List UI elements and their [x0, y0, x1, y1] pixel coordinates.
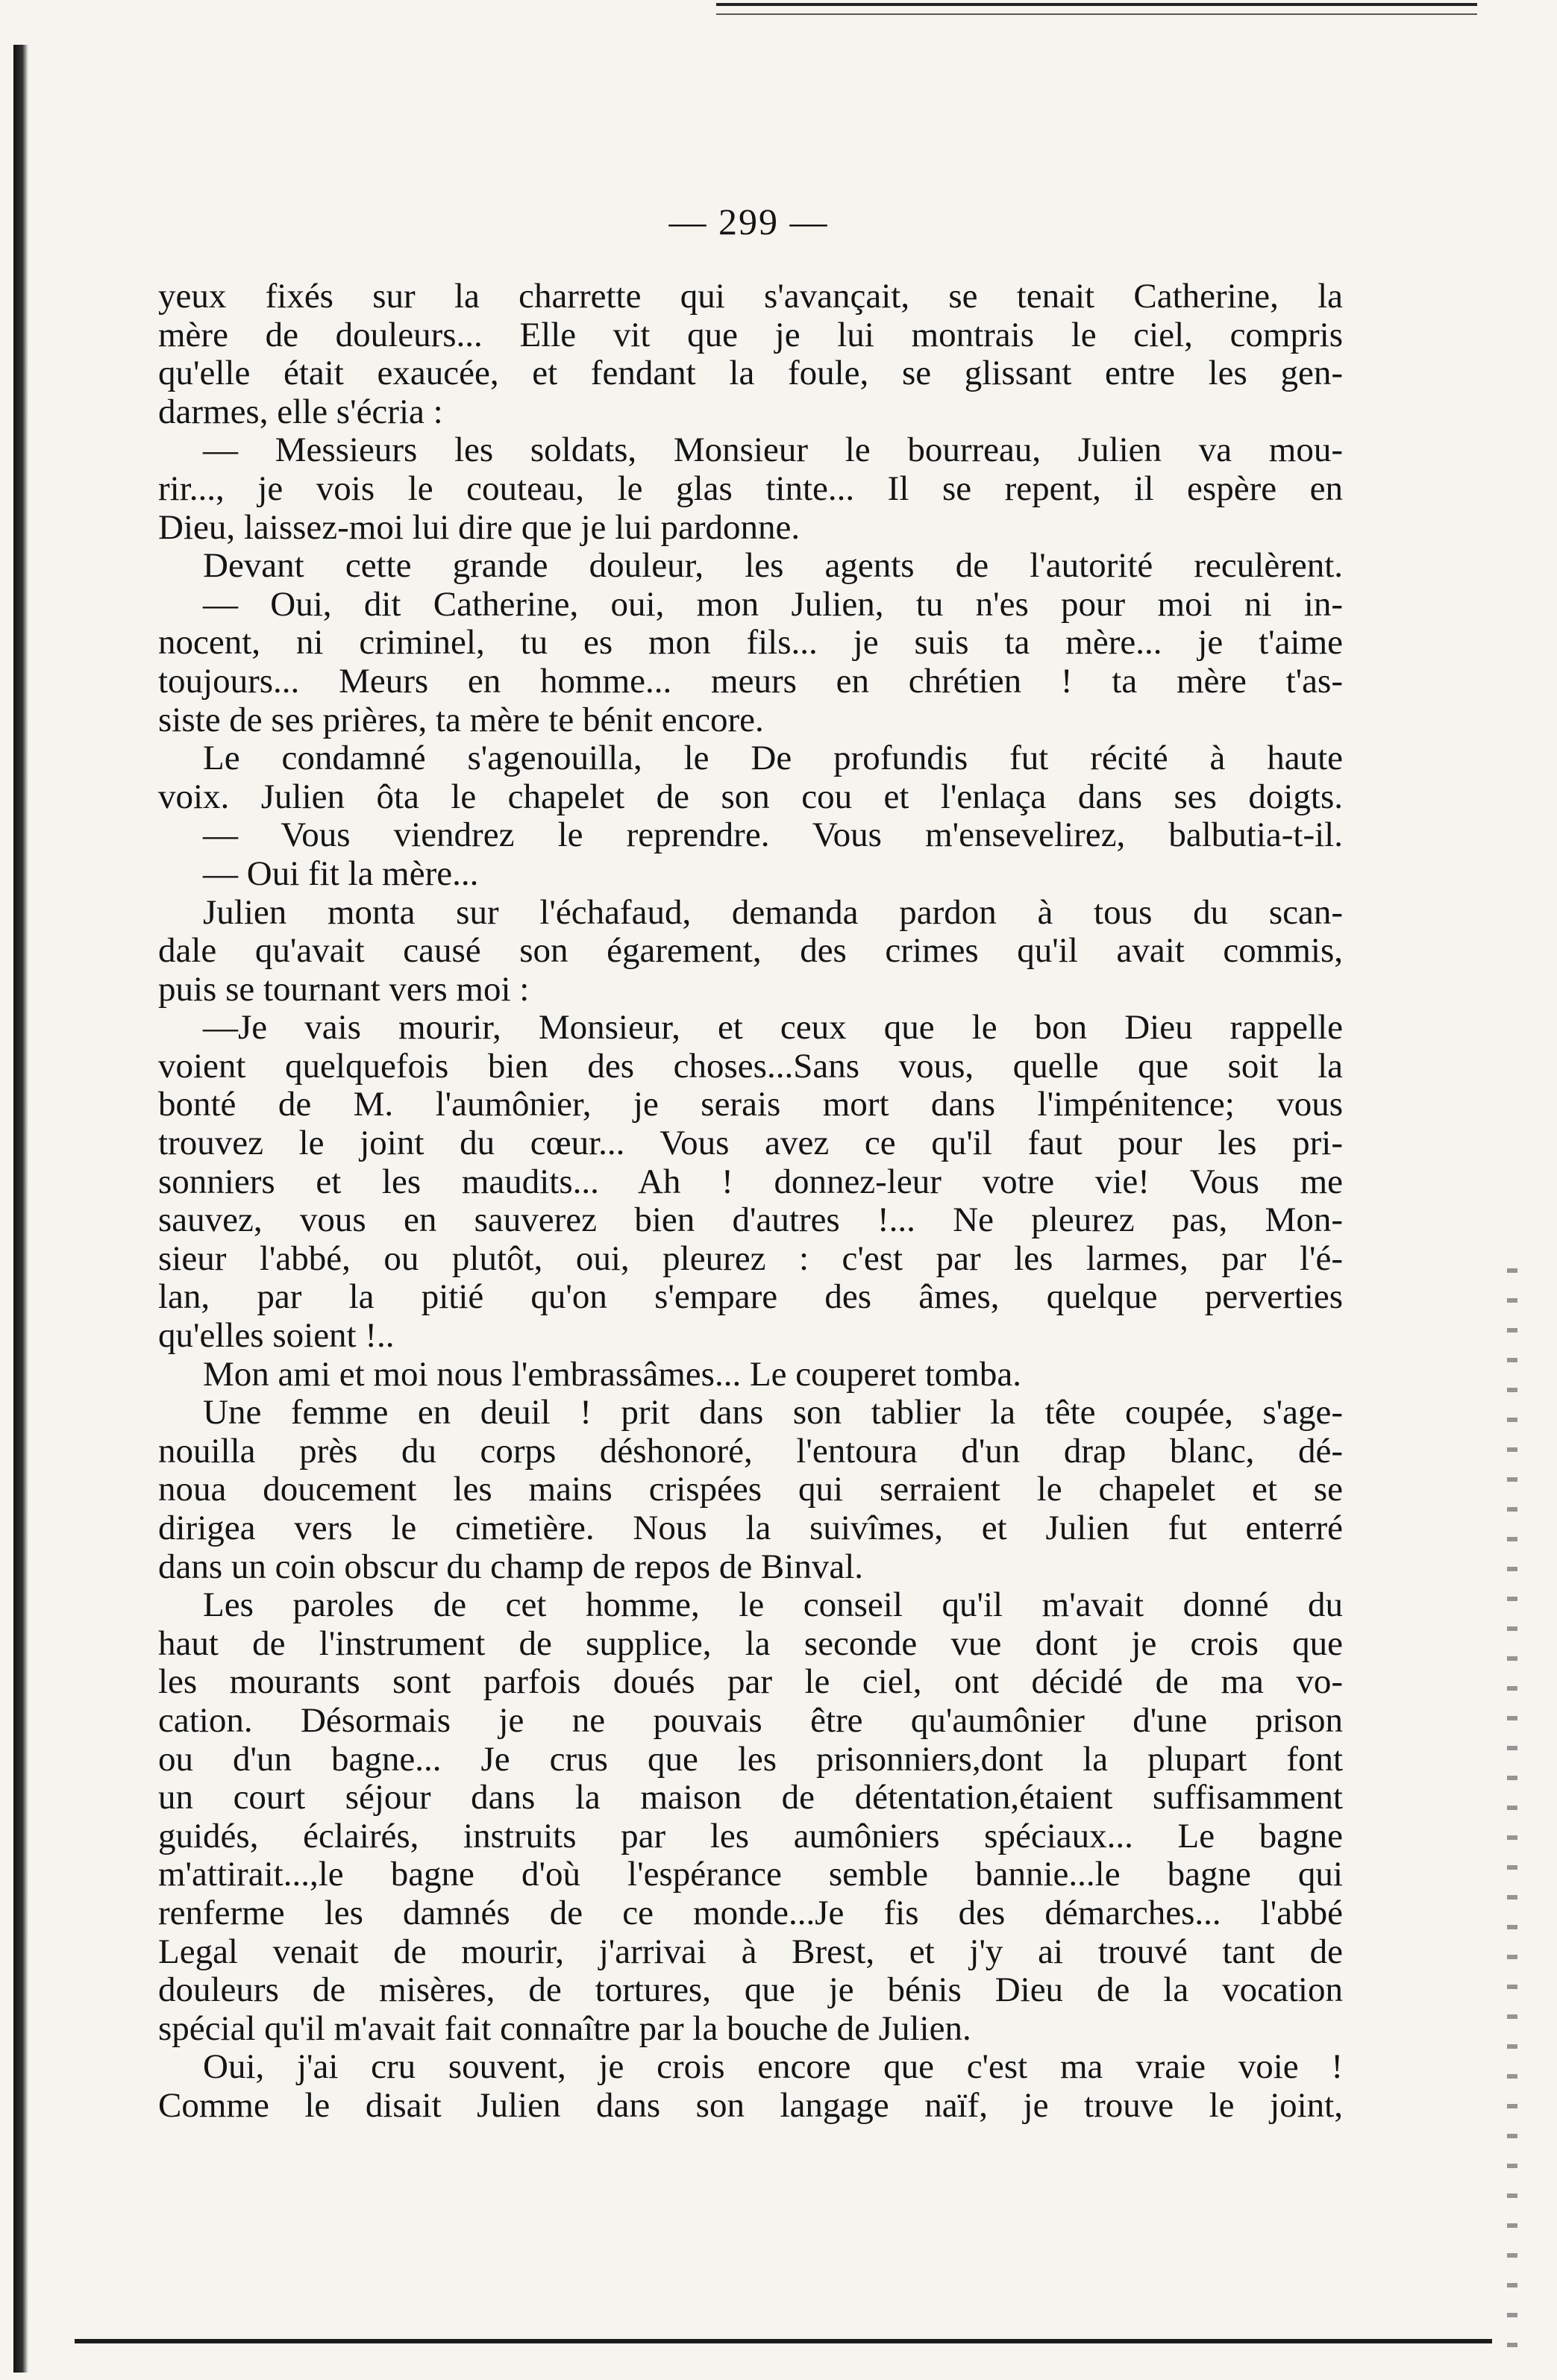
text-line: puis se tournant vers moi :: [158, 969, 530, 1009]
text-line: un court séjour dans la maison de détentation,étaient suffisamment: [158, 1778, 1343, 1817]
text-line: dirigea vers le cimetière. Nous la suivîmes, et Julien fut enterré: [158, 1509, 1343, 1547]
text-line: Oui, j'ai cru souvent, je crois encore que c'est ma vraie voie !: [203, 2047, 1343, 2087]
text-line: sieur l'abbé, ou plutôt, oui, pleurez : c'est par les larmes, par l'é-: [158, 1238, 1343, 1278]
text-line: yeux fixés sur la charrette qui s'avançait, se tenait Catherine, la: [158, 277, 1343, 316]
text-line: Comme le disait Julien dans son langage naïf, je trouve le joint,: [158, 2085, 1343, 2125]
text-line: trouvez le joint du cœur... Vous avez ce qu'il faut pour les pri-: [158, 1124, 1343, 1163]
text-line: Le condamné s'agenouilla, le De profundis fut récité à haute: [203, 739, 1343, 778]
text-line: sauvez, vous en sauverez bien d'autres !... Ne pleurez pas, Mon-: [158, 1200, 1343, 1240]
text-line: m'attirait...,le bagne d'où l'espérance semble bannie...le bagne qui: [158, 1855, 1343, 1894]
text-line: rir..., je vois le couteau, le glas tinte... Il se repent, il espère en: [158, 469, 1343, 508]
text-line: Julien monta sur l'échafaud, demanda pardon à tous du scan-: [203, 892, 1343, 932]
text-line: siste de ses prières, ta mère te bénit encore.: [158, 700, 764, 739]
text-line: darmes, elle s'écria :: [158, 392, 443, 431]
text-line: haut de l'instrument de supplice, la seconde vue dont je crois que: [158, 1623, 1343, 1663]
text-line: Mon ami et moi nous l'embrassâmes... Le couperet tomba.: [203, 1354, 1022, 1394]
text-line: Les paroles de cet homme, le conseil qu'il m'avait donné du: [203, 1585, 1343, 1625]
text-line: renferme les damnés de ce monde...Je fis des démarches... l'abbé: [158, 1893, 1343, 1932]
text-line: spécial qu'il m'avait fait connaître par la bouche de Julien.: [158, 2008, 971, 2048]
text-line: — Messieurs les soldats, Monsieur le bourreau, Julien va mou-: [203, 430, 1343, 470]
text-line: dans un coin obscur du champ de repos de Binval.: [158, 1547, 864, 1586]
text-line: Dieu, laissez-moi lui dire que je lui pardonne.: [158, 507, 801, 547]
text-line: bonté de M. l'aumônier, je serais mort dans l'impénitence; vous: [158, 1085, 1343, 1124]
scan-edge-bottom: [75, 2339, 1492, 2343]
text-line: — Oui fit la mère...: [203, 854, 479, 893]
text-line: voix. Julien ôta le chapelet de son cou et l'enlaça dans ses doigts.: [158, 777, 1343, 816]
text-line: noua doucement les mains crispées qui serraient le chapelet et se: [158, 1470, 1343, 1509]
text-line: guidés, éclairés, instruits par les aumôniers spéciaux... Le bagne: [158, 1816, 1343, 1856]
text-line: — Oui, dit Catherine, oui, mon Julien, tu n'es pour moi ni in-: [203, 584, 1343, 624]
text-line: dale qu'avait causé son égarement, des crimes qu'il avait commis,: [158, 931, 1343, 971]
text-line: — Vous viendrez le reprendre. Vous m'ensevelirez, balbutia-t-il.: [203, 815, 1343, 855]
scan-edge-left: [13, 45, 28, 2373]
text-line: cation. Désormais je ne pouvais être qu'aumônier d'une prison: [158, 1700, 1343, 1740]
text-line: Devant cette grande douleur, les agents de l'autorité reculèrent.: [203, 546, 1343, 586]
text-line: toujours... Meurs en homme... meurs en chrétien ! ta mère t'as-: [158, 661, 1343, 701]
text-line: mère de douleurs... Elle vit que je lui montrais le ciel, compris: [158, 315, 1343, 354]
text-line: les mourants sont parfois doués par le ciel, ont décidé de ma vo-: [158, 1662, 1343, 1702]
text-line: qu'elles soient !..: [158, 1316, 395, 1356]
text-line: douleurs de misères, de tortures, que je bénis Dieu de la vocation: [158, 1970, 1343, 2010]
text-line: voient quelquefois bien des choses...Sans vous, quelle que soit la: [158, 1046, 1343, 1086]
text-line: Legal venait de mourir, j'arrivai à Brest, et j'y ai trouvé tant de: [158, 1932, 1343, 1971]
scan-edge-right: [1507, 1268, 1517, 2350]
body-text: [158, 278, 1343, 2126]
text-line: —Je vais mourir, Monsieur, et ceux que le bon Dieu rappelle: [203, 1008, 1343, 1047]
text-line: qu'elle était exaucée, et fendant la foule, se glissant entre les gen-: [158, 354, 1343, 393]
text-line: nocent, ni criminel, tu es mon fils... je suis ta mère... je t'aime: [158, 623, 1343, 663]
text-line: ou d'un bagne... Je crus que les prisonniers,dont la plupart font: [158, 1739, 1343, 1779]
text-line: lan, par la pitié qu'on s'empare des âmes, quelque perverties: [158, 1277, 1343, 1317]
text-line: sonniers et les maudits... Ah ! donnez-leur votre vie! Vous me: [158, 1162, 1343, 1201]
text-line: Une femme en deuil ! prit dans son tablier la tête coupée, s'age-: [203, 1393, 1343, 1432]
page-number: — 299 —: [668, 201, 829, 242]
text-line: nouilla près du corps déshonoré, l'entoura d'un drap blanc, dé-: [158, 1431, 1343, 1471]
scan-edge-top: [716, 3, 1477, 15]
